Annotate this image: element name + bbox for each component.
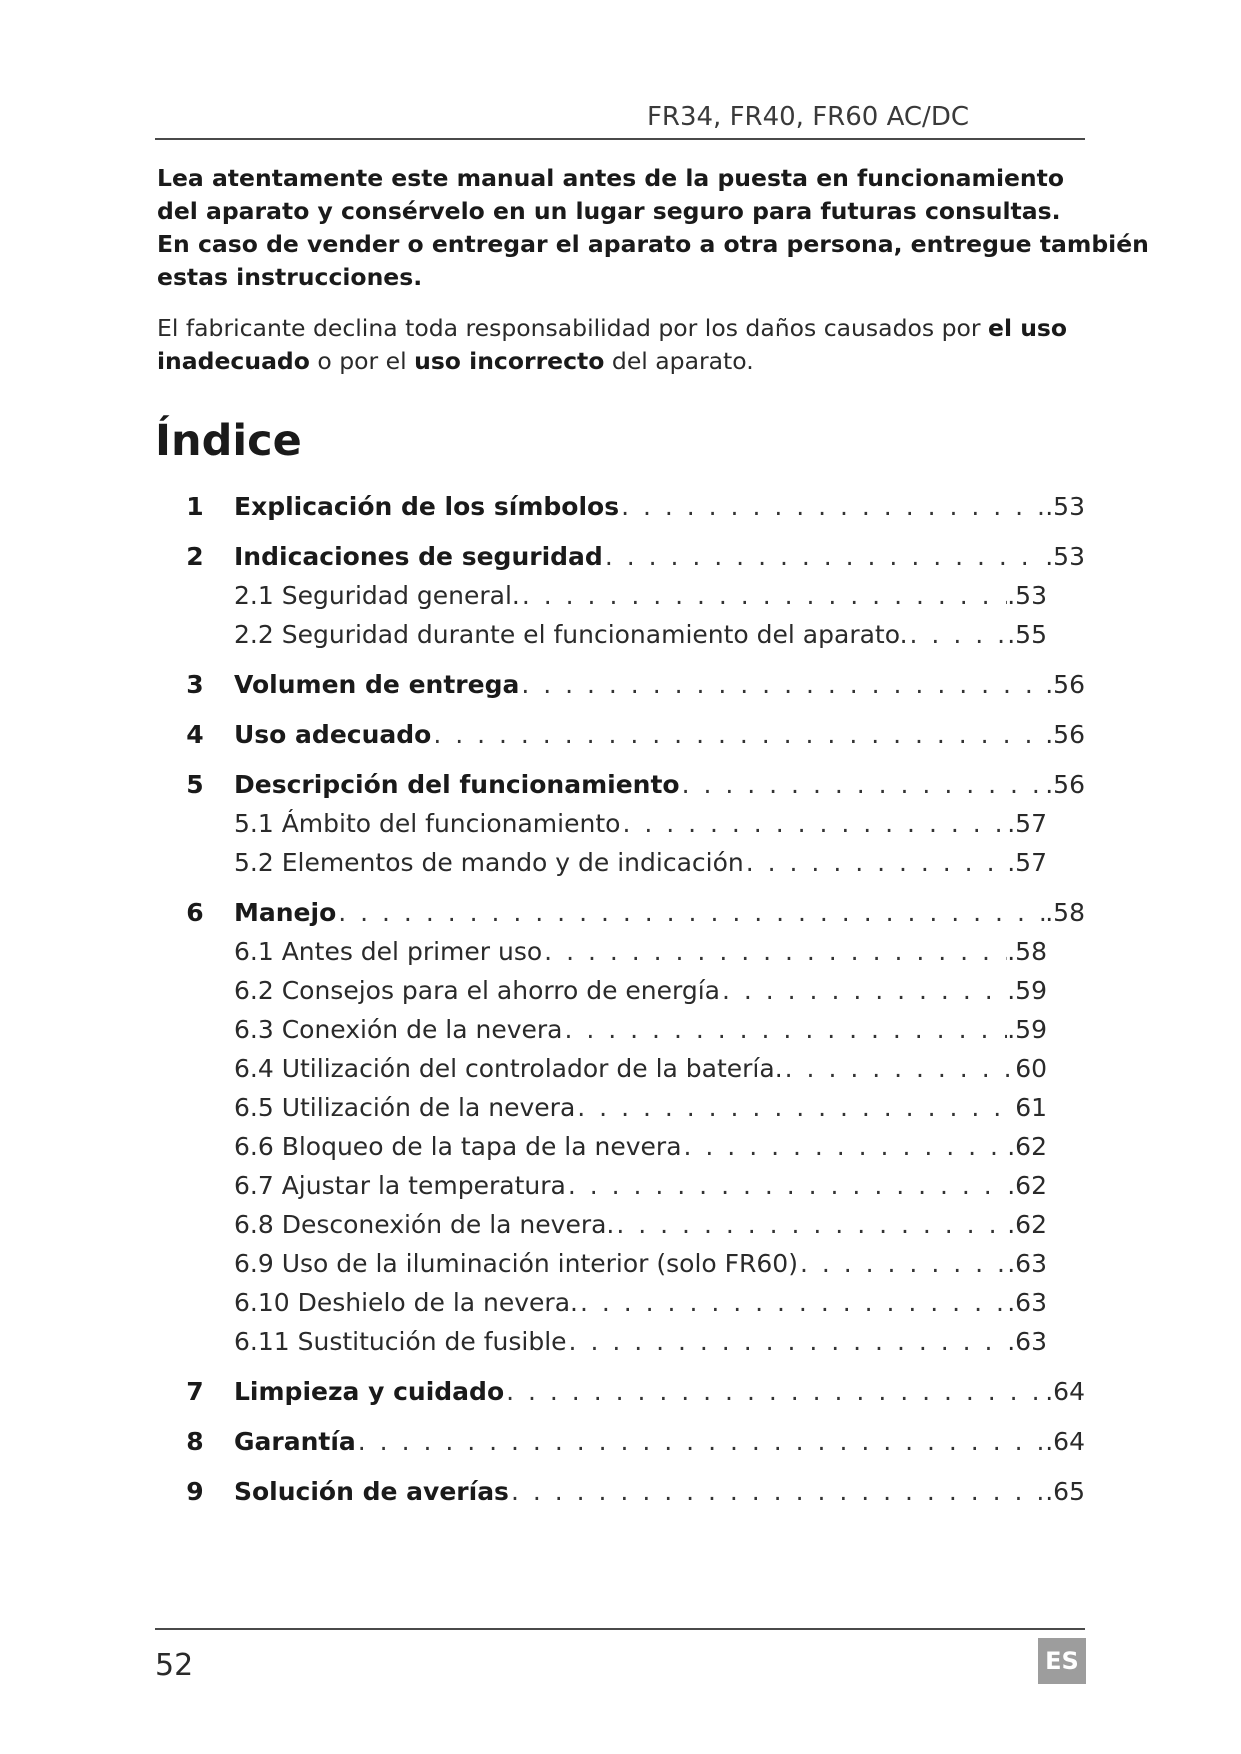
toc-subsection[interactable] <box>155 937 1085 976</box>
toc-entry <box>234 1015 1047 1044</box>
toc-leader-dots <box>798 1249 1007 1278</box>
toc-section-1[interactable] <box>155 492 1085 531</box>
toc-entry <box>234 976 1047 1005</box>
toc-section-5[interactable] <box>155 770 1085 809</box>
document-model-header: FR34, FR40, FR60 AC/DC <box>646 102 969 132</box>
toc-leader-dots <box>567 1327 1008 1356</box>
toc-section-6[interactable] <box>155 898 1085 937</box>
toc-section-title: Solución de averías <box>234 1477 509 1506</box>
disclaimer-emphasis: uso incorrecto <box>414 347 605 375</box>
disclaimer-emphasis: inadecuado <box>157 347 310 375</box>
toc-leader-dots <box>542 937 1007 966</box>
toc-page-number: .53 <box>1045 492 1085 521</box>
toc-subsection-title: 6.5 Utilización de la nevera <box>234 1093 576 1122</box>
toc-leader-dots <box>783 1054 1016 1083</box>
toc-page-number: .56 <box>1045 770 1085 799</box>
toc-leader-dots <box>336 898 1045 927</box>
toc-leader-dots <box>356 1427 1045 1456</box>
toc-page-number: .63 <box>1007 1288 1047 1317</box>
toc-page-number: .57 <box>1007 848 1047 877</box>
toc-page-number: .62 <box>1007 1171 1047 1200</box>
footer-rule <box>155 1628 1085 1630</box>
toc-subsection-title: 6.4 Utilización del controlador de la batería. <box>234 1054 783 1083</box>
toc-page-number: .53 <box>1045 542 1085 571</box>
language-badge: ES <box>1038 1638 1086 1684</box>
toc-subsection-title: 6.8 Desconexión de la nevera. <box>234 1210 615 1239</box>
toc-entry <box>234 620 1047 649</box>
table-of-contents <box>155 492 1085 1516</box>
intro-line: estas instrucciones. <box>157 263 423 291</box>
toc-subsection[interactable] <box>155 976 1085 1015</box>
toc-entry <box>234 1093 1047 1122</box>
toc-page-number: .58 <box>1007 937 1047 966</box>
toc-entry <box>234 1171 1047 1200</box>
toc-leader-dots <box>682 1132 1008 1161</box>
intro-line: del aparato y consérvelo en un lugar seguro para futuras consultas. <box>157 197 1061 225</box>
toc-leader-dots <box>744 848 1007 877</box>
toc-leader-dots <box>908 620 1008 649</box>
toc-subsection-title: 6.1 Antes del primer uso <box>234 937 543 966</box>
toc-page-number: .55 <box>1007 620 1047 649</box>
toc-entry <box>234 770 1085 799</box>
toc-page-number: .59 <box>1007 1015 1047 1044</box>
disclaimer-text: El fabricante declina toda responsabilidad por los daños causados por <box>157 314 989 342</box>
toc-page-number: .64 <box>1045 1377 1085 1406</box>
toc-leader-dots <box>504 1377 1045 1406</box>
toc-page-number: .63 <box>1007 1249 1047 1278</box>
toc-page-number: .63 <box>1007 1327 1047 1356</box>
toc-subsection[interactable] <box>155 1132 1085 1171</box>
toc-entry <box>234 1288 1047 1317</box>
toc-leader-dots <box>720 976 1007 1005</box>
intro-line: Lea atentamente este manual antes de la puesta en funcionamiento <box>157 164 1065 192</box>
toc-entry <box>234 720 1085 749</box>
toc-section-title: Manejo <box>234 898 337 927</box>
toc-subsection[interactable] <box>155 1249 1085 1288</box>
toc-subsection[interactable] <box>155 1210 1085 1249</box>
toc-entry <box>234 1377 1085 1406</box>
toc-subsection-title: 6.10 Deshielo de la nevera. <box>234 1288 578 1317</box>
toc-subsection-title: 6.11 Sustitución de fusible <box>234 1327 567 1356</box>
toc-entry <box>234 1477 1085 1506</box>
intro-line: En caso de vender o entregar el aparato a otra persona, entregue también <box>157 230 1149 258</box>
toc-section-title: Explicación de los símbolos <box>234 492 620 521</box>
toc-section-3[interactable] <box>155 670 1085 709</box>
toc-page-number: .56 <box>1045 670 1085 699</box>
toc-subsection-title: 6.2 Consejos para el ahorro de energía <box>234 976 720 1005</box>
toc-subsection[interactable] <box>155 1093 1085 1132</box>
disclaimer-text: o por el <box>309 347 415 375</box>
toc-leader-dots <box>575 1093 1015 1122</box>
toc-page-number: 61 <box>1015 1093 1047 1122</box>
toc-page-number: .59 <box>1007 976 1047 1005</box>
toc-subsection[interactable] <box>155 1171 1085 1210</box>
toc-subsection-title: 6.3 Conexión de la nevera <box>234 1015 563 1044</box>
toc-section-number: 5 <box>186 770 204 799</box>
toc-subsection-title: 6.7 Ajustar la temperatura <box>234 1171 566 1200</box>
toc-page-number: .56 <box>1045 720 1085 749</box>
toc-subsection[interactable] <box>155 1327 1085 1366</box>
toc-entry <box>234 937 1047 966</box>
toc-page-number: .65 <box>1045 1477 1085 1506</box>
toc-entry <box>234 1132 1047 1161</box>
toc-page-number: 60 <box>1015 1054 1047 1083</box>
toc-subsection[interactable] <box>155 620 1085 659</box>
toc-leader-dots <box>519 670 1045 699</box>
toc-leader-dots <box>562 1015 1007 1044</box>
index-title: Índice <box>155 416 302 466</box>
toc-page-number: .62 <box>1007 1210 1047 1239</box>
toc-leader-dots <box>431 720 1045 749</box>
disclaimer-text: del aparato. <box>604 347 754 375</box>
toc-entry <box>234 1210 1047 1239</box>
toc-entry <box>234 809 1047 838</box>
toc-page-number: .58 <box>1045 898 1085 927</box>
toc-leader-dots <box>509 1477 1045 1506</box>
toc-subsection[interactable] <box>155 1054 1085 1093</box>
toc-section-number: 6 <box>186 898 204 927</box>
toc-section-number: 9 <box>186 1477 204 1506</box>
disclaimer-emphasis: el uso <box>988 314 1068 342</box>
toc-section-number: 3 <box>186 670 204 699</box>
toc-subsection-title: 6.6 Bloqueo de la tapa de la nevera <box>234 1132 682 1161</box>
toc-page-number: .62 <box>1007 1132 1047 1161</box>
toc-leader-dots <box>520 581 1007 610</box>
toc-leader-dots <box>680 770 1046 799</box>
toc-entry <box>234 670 1085 699</box>
toc-subsection-title: 5.2 Elementos de mando y de indicación <box>234 848 744 877</box>
toc-page-number: .64 <box>1045 1427 1085 1456</box>
toc-leader-dots <box>578 1288 1007 1317</box>
toc-section-title: Uso adecuado <box>234 720 432 749</box>
toc-section-title: Descripción del funcionamiento <box>234 770 680 799</box>
toc-section-9[interactable] <box>155 1477 1085 1516</box>
toc-page-number: .57 <box>1007 809 1047 838</box>
toc-subsection-title: 6.9 Uso de la iluminación interior (solo FR60) <box>234 1249 798 1278</box>
header-rule <box>155 138 1085 140</box>
toc-subsection[interactable] <box>155 1015 1085 1054</box>
toc-section-title: Volumen de entrega <box>234 670 520 699</box>
toc-entry <box>234 1327 1047 1356</box>
toc-section-4[interactable] <box>155 720 1085 759</box>
toc-section-title: Garantía <box>234 1427 356 1456</box>
toc-leader-dots <box>620 809 1007 838</box>
toc-leader-dots <box>566 1171 1007 1200</box>
toc-section-title: Indicaciones de seguridad <box>234 542 603 571</box>
toc-entry <box>234 848 1047 877</box>
toc-section-number: 2 <box>186 542 204 571</box>
toc-entry <box>234 542 1085 571</box>
toc-subsection-title: 5.1 Ámbito del funcionamiento <box>234 809 621 838</box>
toc-section-number: 1 <box>186 492 204 521</box>
toc-section-2[interactable] <box>155 542 1085 581</box>
toc-entry <box>234 581 1047 610</box>
toc-section-number: 8 <box>186 1427 204 1456</box>
toc-subsection[interactable] <box>155 809 1085 848</box>
toc-subsection-title: 2.1 Seguridad general. <box>234 581 520 610</box>
toc-entry <box>234 1249 1047 1278</box>
toc-entry <box>234 898 1085 927</box>
toc-section-title: Limpieza y cuidado <box>234 1377 505 1406</box>
toc-subsection-title: 2.2 Seguridad durante el funcionamiento del aparato. <box>234 620 908 649</box>
toc-page-number: .53 <box>1007 581 1047 610</box>
toc-subsection[interactable] <box>155 1288 1085 1327</box>
toc-entry <box>234 1054 1047 1083</box>
toc-entry <box>234 1427 1085 1456</box>
toc-entry <box>234 492 1085 521</box>
liability-disclaimer <box>157 312 1087 378</box>
toc-section-number: 7 <box>186 1377 204 1406</box>
toc-section-8[interactable] <box>155 1427 1085 1466</box>
intro-warning <box>157 162 1149 294</box>
toc-leader-dots <box>619 492 1045 521</box>
toc-leader-dots <box>603 542 1045 571</box>
toc-subsection[interactable] <box>155 848 1085 887</box>
toc-subsection[interactable] <box>155 581 1085 620</box>
toc-section-7[interactable] <box>155 1377 1085 1416</box>
toc-leader-dots <box>614 1210 1007 1239</box>
toc-section-number: 4 <box>186 720 204 749</box>
page-number: 52 <box>155 1648 194 1683</box>
